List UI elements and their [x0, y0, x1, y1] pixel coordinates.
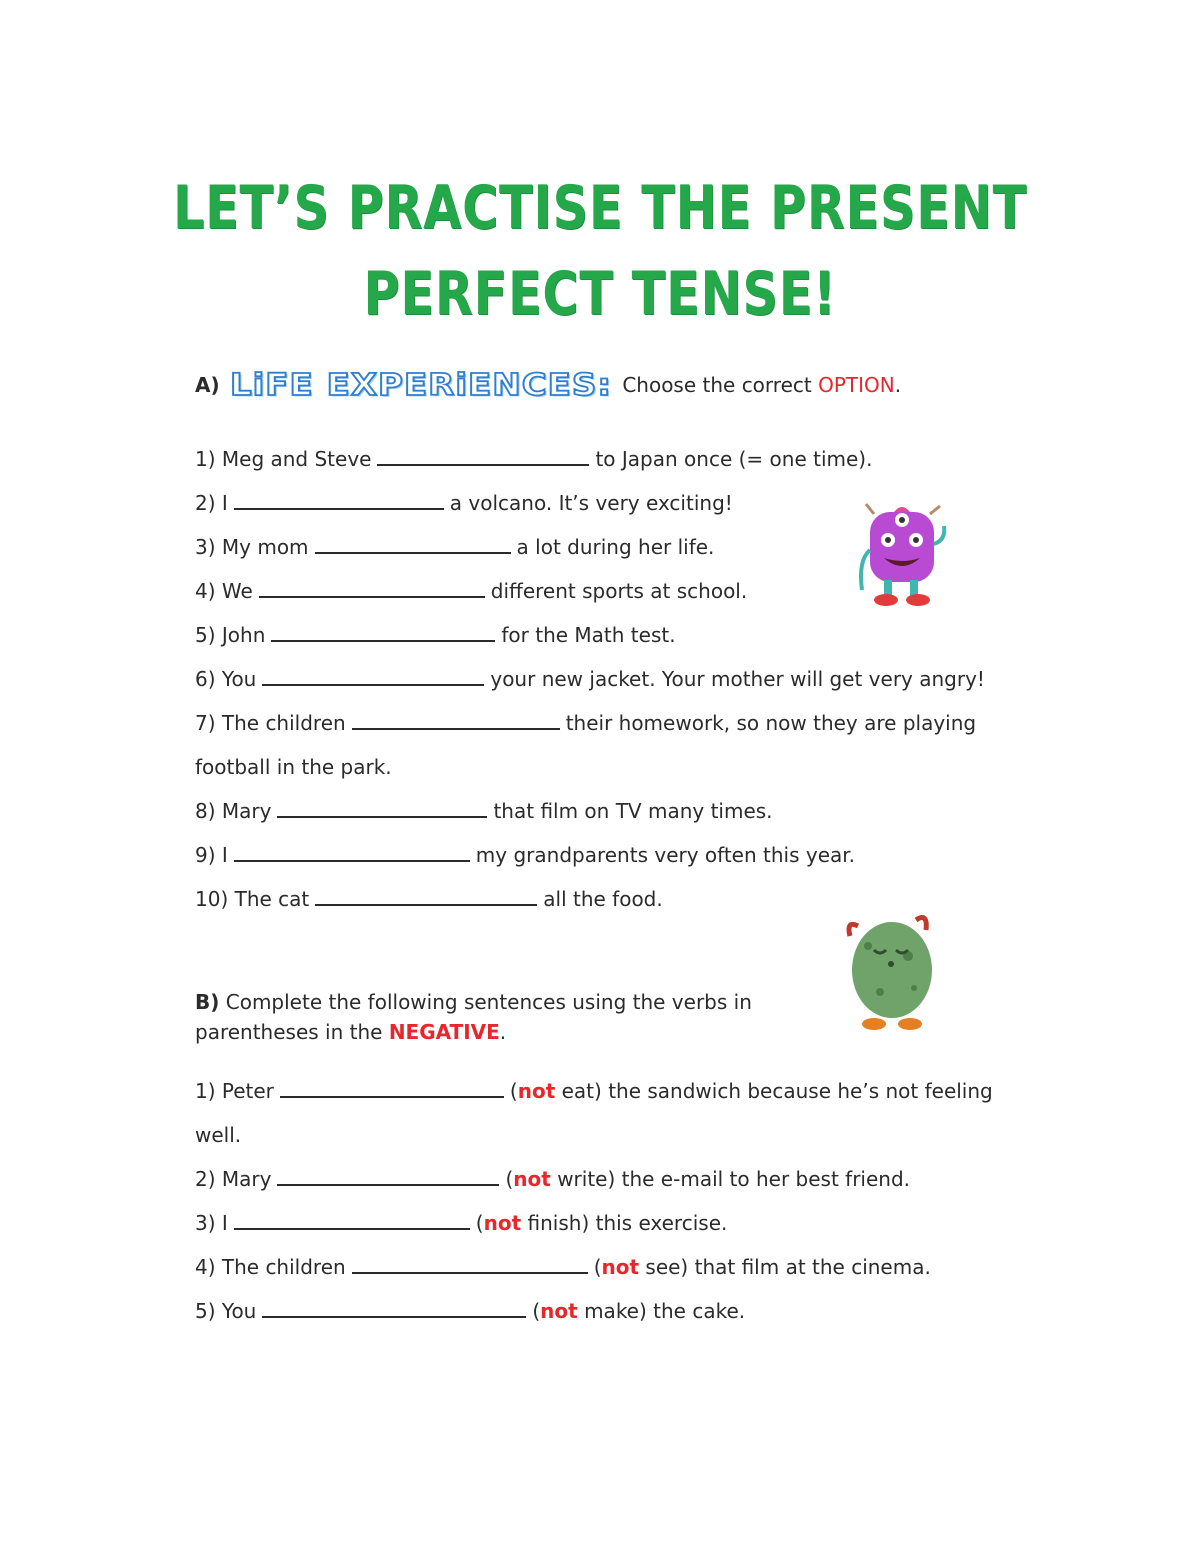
answer-blank[interactable] — [234, 1210, 470, 1230]
item-start: 1) Meg and Steve — [195, 447, 372, 471]
answer-blank[interactable] — [262, 666, 484, 686]
not-word: not — [517, 1079, 556, 1103]
item-start: 6) You — [195, 667, 257, 691]
list-item — [195, 578, 747, 604]
list-item-continuation: well. — [195, 1123, 242, 1147]
section-b-highlight: NEGATIVE — [388, 1020, 500, 1044]
item-end: make) the cake. — [584, 1299, 746, 1323]
item-end: a volcano. It’s very exciting! — [449, 491, 733, 515]
green-monster-icon — [838, 906, 948, 1034]
answer-blank[interactable] — [259, 578, 485, 598]
section-b-instruction: Complete the following sentences using the verbs in — [225, 990, 752, 1014]
answer-blank[interactable] — [234, 490, 444, 510]
item-end: to Japan once (= one time). — [595, 447, 873, 471]
section-a-heading: LiFE EXPERiENCES: — [229, 367, 612, 403]
list-item — [195, 1210, 727, 1236]
not-word: not — [483, 1211, 522, 1235]
item-start: 1) Peter — [195, 1079, 274, 1103]
purple-monster-icon — [852, 500, 952, 612]
paren: ( — [593, 1255, 602, 1279]
list-item — [195, 1254, 931, 1280]
list-item — [195, 1078, 993, 1104]
list-item — [195, 1298, 745, 1324]
item-end: eat) the sandwich because he’s not feeling — [561, 1079, 993, 1103]
answer-blank[interactable] — [271, 622, 495, 642]
list-item — [195, 1166, 910, 1192]
item-start: 4) We — [195, 579, 253, 603]
paren: ( — [509, 1079, 518, 1103]
list-item — [195, 446, 872, 472]
item-end: for the Math test. — [501, 623, 676, 647]
item-start: 9) I — [195, 843, 228, 867]
answer-blank[interactable] — [277, 798, 487, 818]
item-start: 2) I — [195, 491, 228, 515]
item-start: 10) The cat — [195, 887, 310, 911]
list-item — [195, 622, 676, 648]
list-item-continuation: football in the park. — [195, 755, 392, 779]
item-end: see) that film at the cinema. — [645, 1255, 931, 1279]
answer-blank[interactable] — [234, 842, 470, 862]
not-word: not — [601, 1255, 640, 1279]
item-end: a lot during her life. — [516, 535, 715, 559]
section-b-header-line2 — [195, 1019, 506, 1045]
item-start: 2) Mary — [195, 1167, 272, 1191]
item-end: finish) this exercise. — [527, 1211, 728, 1235]
section-b-end: . — [499, 1020, 507, 1044]
list-item — [195, 666, 985, 692]
section-a-header — [195, 367, 902, 403]
section-a-end: . — [894, 373, 902, 397]
list-item — [195, 842, 855, 868]
item-end: my grandparents very often this year. — [475, 843, 856, 867]
section-b-header-line1 — [195, 989, 752, 1015]
paren: ( — [532, 1299, 541, 1323]
list-item — [195, 798, 773, 824]
not-word: not — [513, 1167, 551, 1191]
section-a-highlight: OPTION — [818, 373, 895, 397]
item-end: their homework, so now they are playing — [565, 711, 977, 735]
section-a-instruction: Choose the correct — [622, 373, 812, 397]
page-title-line1: LET’S PRACTISE THE PRESENT — [172, 173, 1028, 243]
item-end: all the food. — [543, 887, 663, 911]
item-end: your new jacket. Your mother will get very angry! — [490, 667, 985, 691]
item-start: 3) My mom — [195, 535, 309, 559]
list-item — [195, 534, 714, 560]
item-start: 5) You — [195, 1299, 257, 1323]
answer-blank[interactable] — [352, 1254, 588, 1274]
item-start: 8) Mary — [195, 799, 272, 823]
section-a-prefix: A) — [195, 373, 220, 397]
section-b-instruction-2: parentheses in the — [195, 1020, 383, 1044]
answer-blank[interactable] — [315, 534, 511, 554]
list-item — [195, 490, 733, 516]
item-start: 7) The children — [195, 711, 346, 735]
paren: ( — [475, 1211, 484, 1235]
list-item — [195, 710, 976, 736]
answer-blank[interactable] — [262, 1298, 526, 1318]
paren: ( — [505, 1167, 514, 1191]
answer-blank[interactable] — [280, 1078, 504, 1098]
item-start: 3) I — [195, 1211, 228, 1235]
not-word: not — [540, 1299, 578, 1323]
list-item — [195, 886, 663, 912]
answer-blank[interactable] — [377, 446, 589, 466]
answer-blank[interactable] — [315, 886, 537, 906]
answer-blank[interactable] — [277, 1166, 499, 1186]
item-end: different sports at school. — [490, 579, 748, 603]
page-title-line2: PERFECT TENSE! — [363, 259, 837, 329]
item-start: 5) John — [195, 623, 266, 647]
item-end: that film on TV many times. — [493, 799, 773, 823]
item-start: 4) The children — [195, 1255, 346, 1279]
answer-blank[interactable] — [352, 710, 560, 730]
section-b-prefix: B) — [195, 990, 220, 1014]
item-end: write) the e-mail to her best friend. — [557, 1167, 911, 1191]
